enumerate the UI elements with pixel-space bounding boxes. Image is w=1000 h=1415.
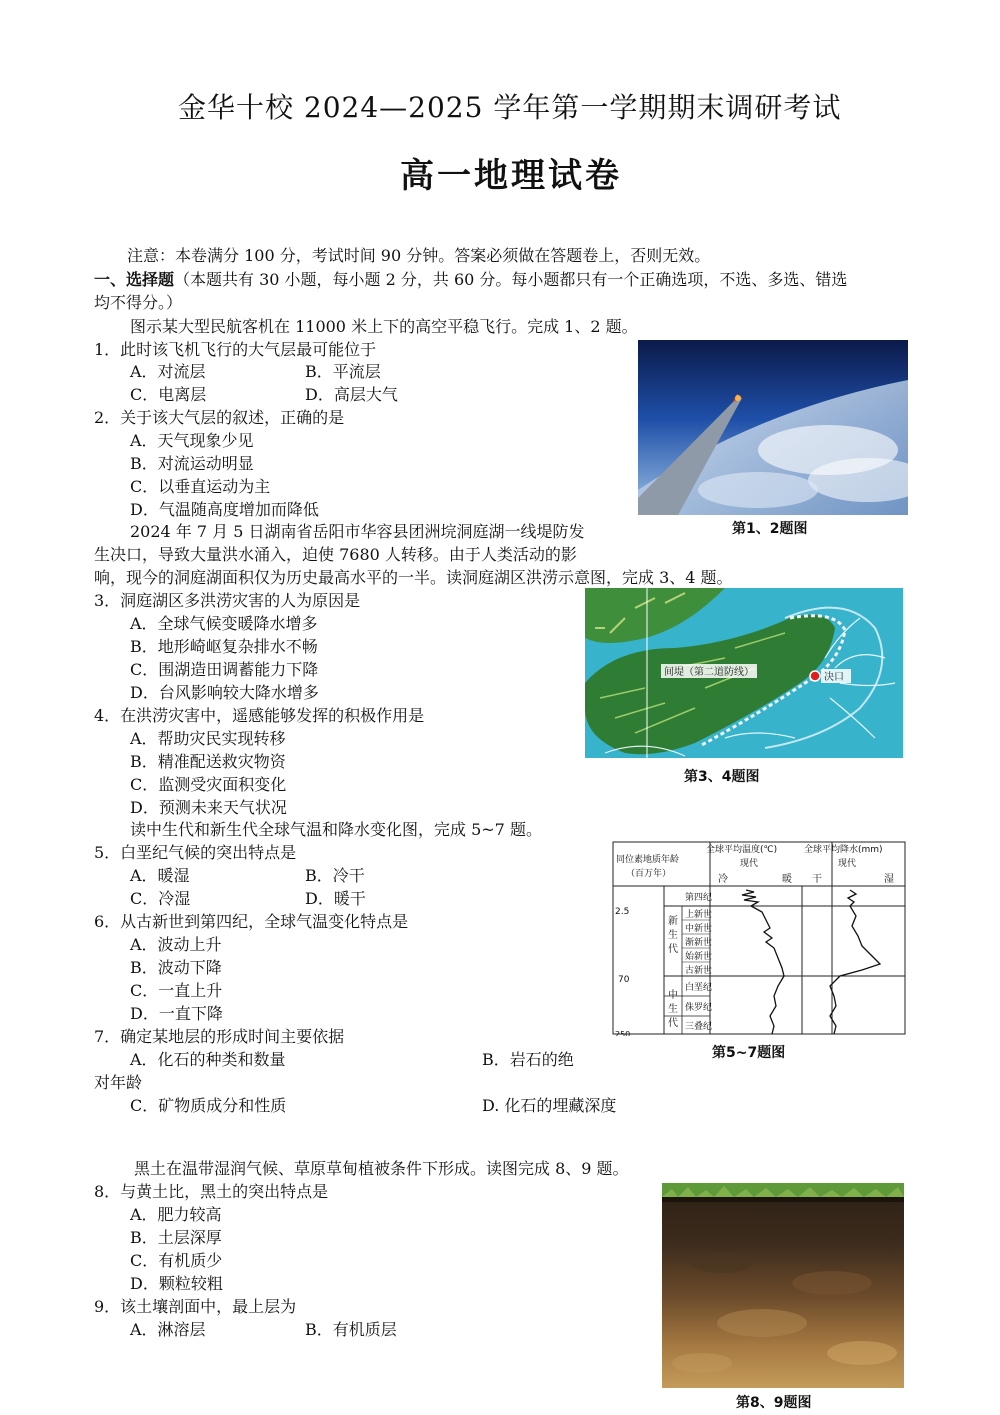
- q9-option-a: A．淋溶层: [130, 1320, 206, 1339]
- svg-text:生: 生: [668, 1004, 678, 1015]
- group1-intro: 图示某大型民航客机在 11000 米上下的高空平稳飞行。完成 1、2 题。: [130, 317, 638, 336]
- q3-option-c: C．围湖造田调蓄能力下降: [130, 660, 319, 679]
- q3-option-a: A．全球气候变暖降水增多: [130, 614, 318, 633]
- section-desc-line2: 均不得分。）: [94, 293, 183, 312]
- q4-option-a: A．帮助灾民实现转移: [130, 729, 286, 748]
- q1-option-a: A．对流层: [130, 362, 206, 381]
- section-heading-line: [94, 269, 847, 291]
- q7-option-c: C．矿物质成分和性质: [130, 1096, 287, 1115]
- climate-chart: [606, 840, 908, 1036]
- q3-stem: 3．洞庭湖区多洪涝灾害的人为原因是: [94, 591, 361, 610]
- chart-tick-2: 70: [618, 975, 630, 985]
- q8-option-d: D．颗粒较粗: [130, 1274, 223, 1293]
- q3-option-d: D．台风影响较大降水增多: [130, 683, 319, 702]
- chart-period-label: 始新世: [685, 952, 713, 962]
- q2-option-d: D．气温随高度增加而降低: [130, 500, 319, 519]
- q6-option-b: B．波动下降: [130, 958, 222, 977]
- q6-option-d: D．一直下降: [130, 1004, 223, 1023]
- q5-stem: 5．白垩纪气候的突出特点是: [94, 843, 297, 862]
- q1-stem: 1．此时该飞机飞行的大气层最可能位于: [94, 340, 377, 359]
- q7-stem: 7．确定某地层的形成时间主要依据: [94, 1027, 345, 1046]
- q1-option-b: B．平流层: [305, 362, 381, 381]
- flood-map: [585, 588, 903, 758]
- figure-caption-2: 第3、4题图: [684, 769, 760, 785]
- q9-option-b: B．有机质层: [305, 1320, 397, 1339]
- group2-intro-line2: 生决口，导致大量洪水涌入，迫使 7680 人转移。由于人类活动的影: [94, 545, 577, 564]
- svg-text:中: 中: [668, 990, 678, 1001]
- q8-option-c: C．有机质少: [130, 1251, 223, 1270]
- q5-option-d: D．暖干: [305, 889, 366, 908]
- q4-stem: 4．在洪涝灾害中，遥感能够发挥的积极作用是: [94, 706, 425, 725]
- q3-option-b: B．地形崎岖复杂排水不畅: [130, 637, 318, 656]
- svg-text:新: 新: [668, 916, 678, 927]
- svg-text:代: 代: [668, 1018, 678, 1029]
- q4-option-d: D．预测未来天气状况: [130, 798, 287, 817]
- q8-option-b: B．土层深厚: [130, 1228, 222, 1247]
- chart-period-label: 三叠纪: [685, 1022, 713, 1032]
- chart-label-warm: 暖: [782, 874, 792, 885]
- chart-period-label: 侏罗纪: [685, 1003, 713, 1013]
- chart-rain-now: 现代: [838, 859, 857, 869]
- chart-era-cenozoic: [668, 915, 678, 955]
- chart-col-age-line1: 同位素地质年龄: [616, 855, 680, 865]
- chart-period-label: 上新世: [685, 910, 713, 920]
- q2-option-b: B．对流运动明显: [130, 454, 254, 473]
- chart-temp-now: 现代: [740, 859, 759, 869]
- section-heading: 一、选择题: [94, 270, 175, 289]
- airplane-photo: [638, 340, 908, 515]
- q5-option-c: C．冷湿: [130, 889, 191, 908]
- q8-stem: 8．与黄土比，黑土的突出特点是: [94, 1182, 329, 1201]
- q5-option-b: B．冷干: [305, 866, 365, 885]
- chart-col-rain-title: 全球平均降水(mm): [804, 845, 883, 855]
- breach-marker: [810, 671, 820, 681]
- q2-option-c: C．以垂直运动为主: [130, 477, 271, 496]
- q6-option-c: C．一直上升: [130, 981, 223, 1000]
- q4-option-b: B．精准配送救灾物资: [130, 752, 286, 771]
- q6-stem: 6．从古新世到第四纪，全球气温变化特点是: [94, 912, 409, 931]
- q8-option-a: A．肥力较高: [130, 1205, 222, 1224]
- q2-stem: 2．关于该大气层的叙述，正确的是: [94, 408, 345, 427]
- q4-option-c: C．监测受灾面积变化: [130, 775, 287, 794]
- chart-era-mesozoic: [668, 988, 678, 1029]
- q7-option-d: D. 化石的埋藏深度: [482, 1096, 617, 1115]
- q5-option-a: A．暖湿: [130, 866, 190, 885]
- map-label-dike: 间堤（第二道防线）: [664, 667, 754, 678]
- section-desc-line1: （本题共有 30 小题，每小题 2 分，共 60 分。每小题都只有一个正确选项，不选、多选、错选: [174, 270, 848, 289]
- chart-tick-3: 250: [615, 1030, 631, 1036]
- figure-caption-4: 第8、9题图: [736, 1395, 812, 1411]
- group2-intro-line3: 响，现今的洞庭湖面积仅为历史最高水平的一半。读洞庭湖区洪涝示意图，完成 3、4 题。: [94, 568, 733, 587]
- group3-intro: 读中生代和新生代全球气温和降水变化图，完成 5~7 题。: [130, 820, 542, 839]
- chart-period-label: 渐新世: [685, 938, 713, 948]
- figure-caption-3: 第5~7题图: [712, 1045, 786, 1061]
- q7-option-a: A．化石的种类和数量: [130, 1050, 286, 1069]
- q7-option-b-part1: B．岩石的绝: [482, 1050, 574, 1069]
- chart-label-wet: 湿: [884, 874, 894, 885]
- q1-option-c: C．电离层: [130, 385, 207, 404]
- q1-option-d: D．高层大气: [305, 385, 398, 404]
- map-label-breach: 决口: [824, 672, 844, 683]
- chart-label-dry: 干: [812, 874, 822, 885]
- q9-stem: 9．该土壤剖面中，最上层为: [94, 1297, 297, 1316]
- chart-col-age-line2: （百万年）: [626, 869, 672, 879]
- chart-label-cold: 冷: [718, 874, 728, 885]
- soil-profile-photo: [662, 1183, 904, 1388]
- paper-title: 高一地理试卷: [400, 156, 622, 196]
- q7-option-b-part2: 对年龄: [94, 1073, 143, 1092]
- q2-option-a: A．天气现象少见: [130, 431, 254, 450]
- chart-col-temp-title: 全球平均温度(℃): [706, 845, 778, 855]
- chart-tick-1: 2.5: [615, 907, 630, 917]
- chart-period-label: 中新世: [685, 924, 713, 934]
- chart-period-label: 古新世: [685, 966, 713, 976]
- exam-title: 金华十校 2024—2025 学年第一学期期末调研考试: [178, 91, 842, 124]
- group4-intro: 黑土在温带湿润气候、草原草甸植被条件下形成。读图完成 8、9 题。: [134, 1159, 629, 1178]
- exam-notice: 注意：本卷满分 100 分，考试时间 90 分钟。答案必须做在答题卷上，否则无效。: [127, 246, 711, 265]
- group2-intro-line1: 2024 年 7 月 5 日湖南省岳阳市华容县团洲垸洞庭湖一线堤防发: [130, 522, 585, 541]
- chart-period-label: 白垩纪: [685, 983, 713, 993]
- svg-text:生: 生: [668, 930, 678, 941]
- chart-period-label: 第四纪: [685, 893, 713, 903]
- svg-text:代: 代: [668, 944, 678, 955]
- figure-caption-1: 第1、2题图: [732, 521, 808, 537]
- q6-option-a: A．波动上升: [130, 935, 222, 954]
